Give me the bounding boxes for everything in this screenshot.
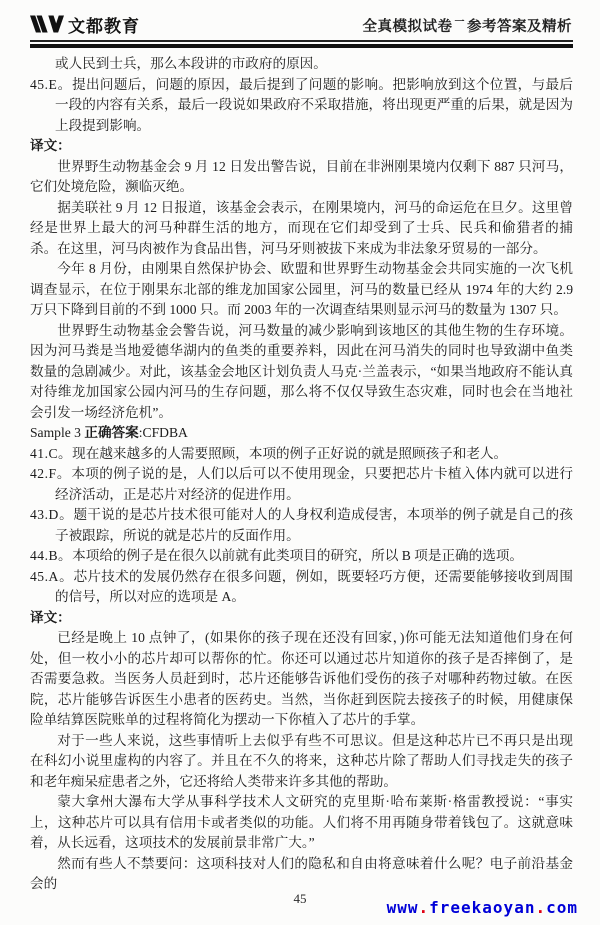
- answer-item-45e: [30, 75, 573, 137]
- continuation-line: 或人民到士兵，那么本段讲的市政府的原因。: [55, 56, 327, 71]
- watermark: www.freekaoyan.com: [386, 898, 578, 917]
- header-title-sup: 一: [454, 16, 465, 28]
- answer-item-text: 芯片技术的发展仍然存在很多问题，例如，既要轻巧方便，还需要能够接收到周围的信号，所以对应的选项是 A。: [55, 568, 573, 604]
- answer-item-number: 43.D。: [30, 507, 74, 522]
- page-header: [30, 10, 572, 38]
- sample3-answer-line: [30, 423, 573, 444]
- answer-item-number: 44.B。: [30, 548, 73, 563]
- translation1-paragraph: 今年 8 月份，由刚果自然保护协会、欧盟和世界野生动物基金会共同实施的一次飞机调查显示，在位于刚果东北部的维龙加国家公园里，河马的数量已经从 1974 年的大约 2.9 万只下降到目前的不到 1000 只。而 2003 年的一次调查结果则显示河马的数量为 1307 只。: [30, 261, 573, 317]
- answer-item-number: 45.E。: [30, 76, 73, 92]
- header-title-prefix: 全真模拟试卷: [362, 18, 453, 35]
- sample3-answer-label: 正确答案: [84, 425, 139, 440]
- document-body: [30, 54, 573, 895]
- answer-item-41c: [30, 444, 573, 465]
- answer-item-44b: [30, 546, 573, 567]
- translation1-paragraph: 世界野生动物基金会警告说，河马数量的减少影响到该地区的其他生物的生存环境。因为河马粪是当地爱德华湖内的鱼类的重要养料，因此在河马消失的同时也导致湖中鱼类数量的急剧减少。对此，该基金会地区计划负责人马克·兰盖表示，“如果当地政府不能认真对待维龙加国家公园内河马的生存问题，那么将不仅仅导致生态灾难，同时也会在当地社会引发一场经济危机”。: [30, 322, 573, 420]
- sample3-prefix: Sample 3: [30, 425, 85, 440]
- sample3-answer-value: :CFDBA: [138, 425, 188, 440]
- page-number: 45: [293, 891, 307, 906]
- answer-item-text: 本项给的例子是在很久以前就有此类项目的研究，所以 B 项是正确的选项。: [72, 548, 524, 563]
- page-header-title: [363, 13, 573, 36]
- translation1-paragraph: 据美联社 9 月 12 日报道，该基金会表示，在刚果境内，河马的命运危在旦夕。这里曾经是世界上最大的河马种群生活的地方，而现在它们却受到了士兵、民兵和偷猎者的捕杀。在这里，河马肉被作为食品出售，河马牙则被拔下来成为非法象牙贸易的一部分。: [30, 199, 573, 256]
- answer-item-text: 提出问题后，问题的原因，最后提到了问题的影响。把影响放到这个位置，与最后一段的内容有关系，最后一段说如果政府不采取措施，将出现更严重的后果，就是因为上段提到影响。: [55, 76, 574, 133]
- translation1-paragraph: 世界野生动物基金会 9 月 12 日发出警告说，目前在非洲刚果境内仅剩下 887 只河马，它们处境危险，濒临灭绝。: [30, 158, 573, 194]
- answer-item-number: 42.F。: [30, 466, 72, 481]
- answer-item-number: 45.A。: [30, 568, 74, 584]
- translation-label-1: 译文：: [30, 138, 71, 153]
- answer-item-43d: [30, 505, 573, 546]
- brand-logo: [30, 12, 140, 37]
- answer-item-text: 现在越来越多的人需要照顾，本项的例子正好说的就是照顾孩子和老人。: [72, 445, 508, 461]
- translation2-paragraph: 对于一些人来说，这些事情听上去似乎有些不可思议。但是这种芯片已不再只是出现在科幻小说里虚构的内容了。并且在不久的将来，这种芯片除了帮助人们寻找走失的孩子和老年痴呆症患者之外，它还将给人类带来许多其他的帮助。: [30, 732, 573, 789]
- answer-item-42f: [30, 464, 573, 505]
- answer-item-text: 题干说的是芯片技术很可能对人的人身权利造成侵害，本项举的例子就是自己的孩子被跟踪，所说的就是芯片的反面作用。: [55, 507, 573, 543]
- translation2-paragraph: 已经是晚上 10 点钟了，(如果你的孩子现在还没有回家，)你可能无法知道他们身在何处，但一枚小小的芯片却可以帮你的忙。你还可以通过芯片知道你的孩子是否摔倒了，是否需要急救。当医务人员赶到时，芯片还能够告诉他们受伤的孩子对哪种药物过敏。在医院，芯片能够告诉医生小患者的医药史。当然，当你赶到医院去接孩子的时候，用健康保险单结算医院账单的过程将简化为摆动一下你植入了芯片的手掌。: [30, 630, 573, 727]
- answer-item-45a: [30, 567, 573, 608]
- answer-item-text: 本项的例子说的是，人们以后可以不使用现金，只要把芯片卡植入体内就可以进行经济活动，正是芯片对经济的促进作用。: [55, 466, 573, 502]
- header-title-suffix: 参考答案及精析: [467, 18, 572, 35]
- header-rule-thick: [30, 44, 573, 48]
- translation-label-2: 译文：: [30, 609, 71, 625]
- header-rule-thin: [30, 40, 573, 42]
- brand-name: 文都教育: [68, 16, 140, 36]
- translation2-paragraph: 蒙大拿州大瀑布大学从事科学技术人文研究的克里斯·哈布莱斯·格雷教授说：“事实上，这种芯片可以具有信用卡或者类似的功能。人们将不用再随身带着钱包了。这就意味着，从长远看，这项技术的发展前景非常广大。”: [30, 794, 573, 850]
- wendu-logo-icon: [30, 13, 64, 35]
- translation2-paragraph: 然而有些人不禁要问：这项科技对人们的隐私和自由将意味着什么呢？电子前沿基金会的: [30, 855, 573, 891]
- answer-item-number: 41.C。: [30, 445, 73, 461]
